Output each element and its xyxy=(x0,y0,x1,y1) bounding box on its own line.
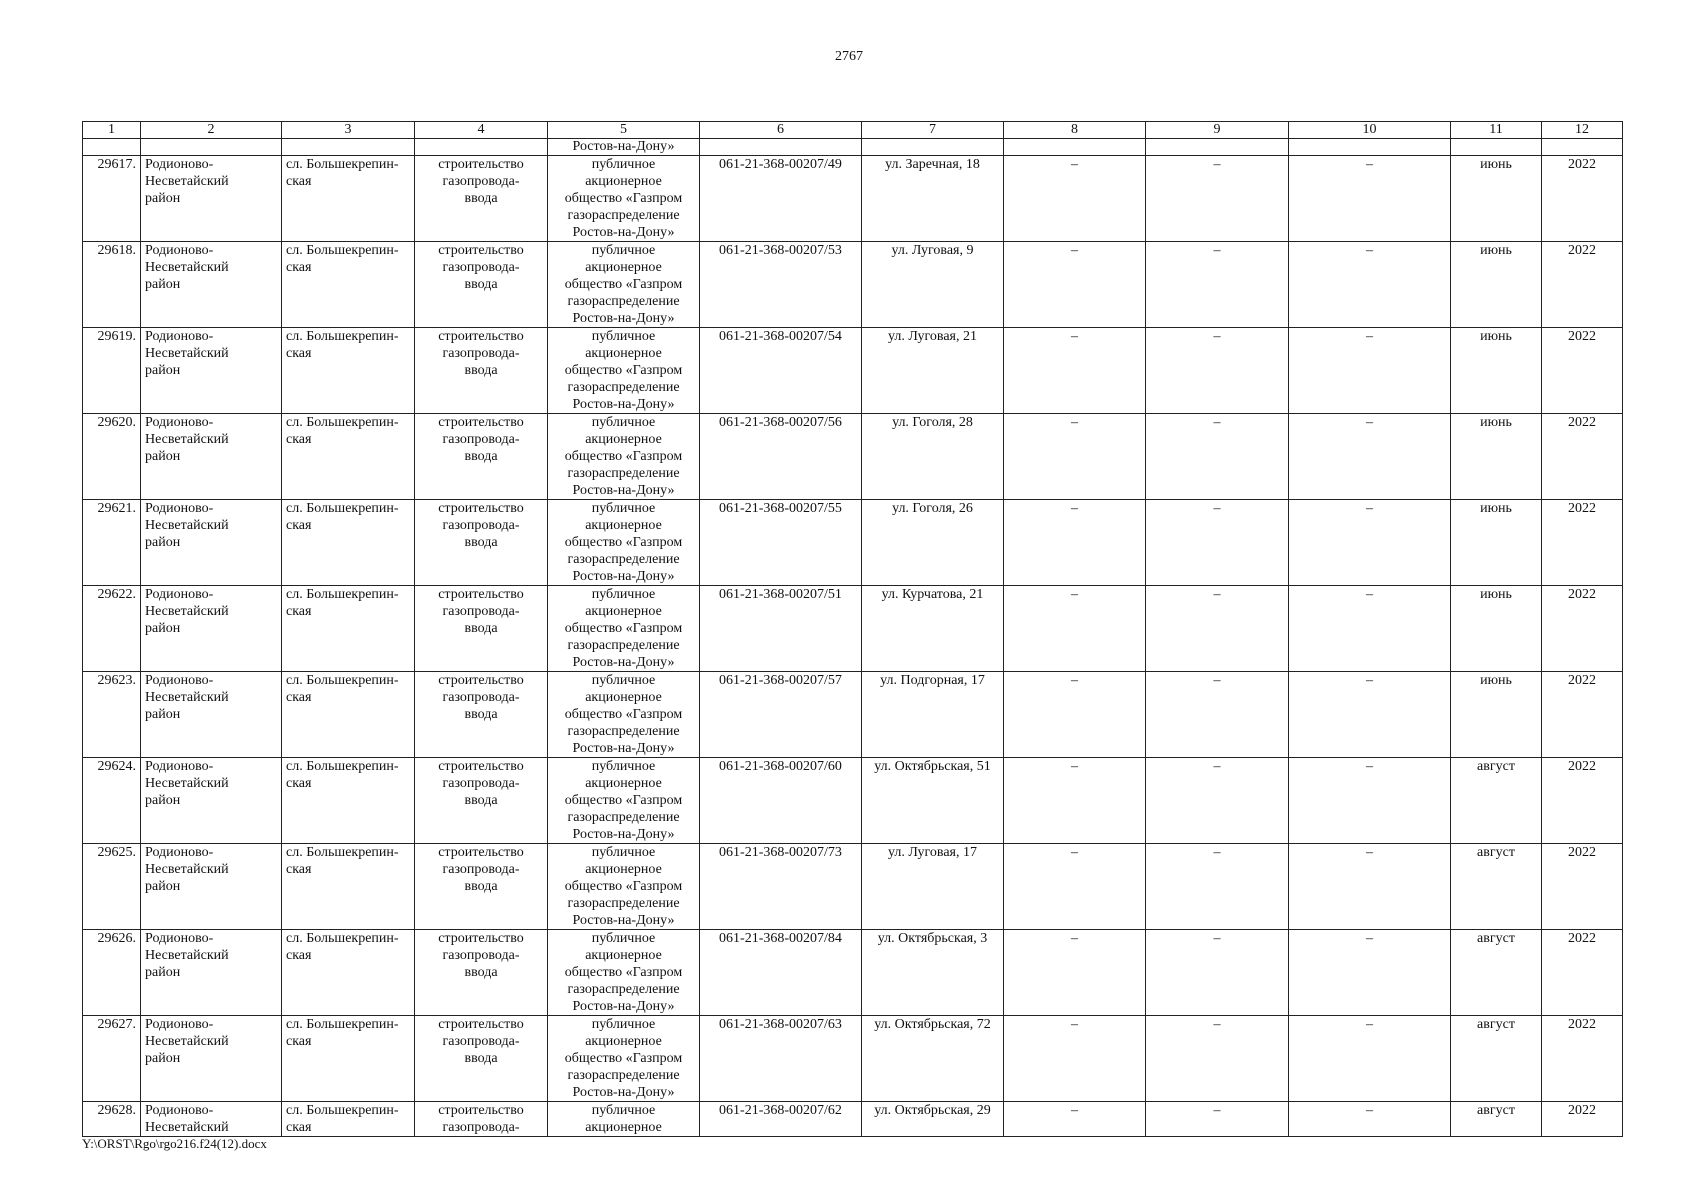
work-type-cell: строительство газопровода- ввода xyxy=(415,672,548,758)
year-cell: 2022 xyxy=(1542,328,1623,414)
col9-cell: – xyxy=(1146,1102,1289,1137)
row-number-cell: 29621. xyxy=(83,500,141,586)
registration-code-cell: 061-21-368-00207/63 xyxy=(700,1016,862,1102)
district-cell: Родионово- Несветайский район xyxy=(141,500,282,586)
address-cell: ул. Октябрьская, 3 xyxy=(862,930,1004,1016)
col10-cell: – xyxy=(1289,758,1451,844)
year-cell: 2022 xyxy=(1542,156,1623,242)
organization-cell: публичное акционерное общество «Газпром газораспределение Ростов-на-Дону» xyxy=(548,586,700,672)
district-cell: Родионово- Несветайский xyxy=(141,1102,282,1137)
page-number: 2767 xyxy=(835,49,863,64)
row-number-cell: 29617. xyxy=(83,156,141,242)
month-cell: август xyxy=(1451,930,1542,1016)
col9-cell: – xyxy=(1146,844,1289,930)
month-cell: июнь xyxy=(1451,242,1542,328)
address-cell: ул. Заречная, 18 xyxy=(862,156,1004,242)
table-row xyxy=(83,156,1623,242)
work-type-cell: строительство газопровода- ввода xyxy=(415,242,548,328)
col8-cell: – xyxy=(1004,672,1146,758)
row-number-cell: 29627. xyxy=(83,1016,141,1102)
column-header: 11 xyxy=(1451,122,1542,139)
settlement-cell: сл. Большекрепин- ская xyxy=(282,414,415,500)
table-row xyxy=(83,1016,1623,1102)
registration-code-cell: 061-21-368-00207/54 xyxy=(700,328,862,414)
col10-cell: – xyxy=(1289,672,1451,758)
column-header: 6 xyxy=(700,122,862,139)
organization-cell: публичное акционерное общество «Газпром газораспределение Ростов-на-Дону» xyxy=(548,1016,700,1102)
row-number-cell: 29619. xyxy=(83,328,141,414)
row-number-cell: 29622. xyxy=(83,586,141,672)
col9-cell: – xyxy=(1146,758,1289,844)
settlement-cell: сл. Большекрепин- ская xyxy=(282,672,415,758)
month-cell: август xyxy=(1451,844,1542,930)
settlement-cell: сл. Большекрепин- ская xyxy=(282,156,415,242)
col10-cell: – xyxy=(1289,1016,1451,1102)
registration-code-cell: 061-21-368-00207/55 xyxy=(700,500,862,586)
settlement-cell: сл. Большекрепин- ская xyxy=(282,328,415,414)
month-cell: июнь xyxy=(1451,586,1542,672)
work-type-cell: строительство газопровода- ввода xyxy=(415,930,548,1016)
month-cell: июнь xyxy=(1451,414,1542,500)
col9-cell: – xyxy=(1146,586,1289,672)
registration-code-cell: 061-21-368-00207/73 xyxy=(700,844,862,930)
col9-cell: – xyxy=(1146,672,1289,758)
organization-cell: публичное акционерное общество «Газпром газораспределение Ростов-на-Дону» xyxy=(548,758,700,844)
address-cell: ул. Октябрьская, 51 xyxy=(862,758,1004,844)
column-header: 9 xyxy=(1146,122,1289,139)
address-cell: ул. Октябрьская, 72 xyxy=(862,1016,1004,1102)
organization-cell: публичное акционерное общество «Газпром газораспределение Ростов-на-Дону» xyxy=(548,414,700,500)
col8-cell: – xyxy=(1004,328,1146,414)
col9-cell: – xyxy=(1146,930,1289,1016)
col8-cell: – xyxy=(1004,758,1146,844)
month-cell: август xyxy=(1451,1102,1542,1137)
col10-cell: – xyxy=(1289,242,1451,328)
table-row xyxy=(83,844,1623,930)
work-type-cell: строительство газопровода- ввода xyxy=(415,328,548,414)
address-cell: ул. Луговая, 21 xyxy=(862,328,1004,414)
year-cell: 2022 xyxy=(1542,672,1623,758)
table-row xyxy=(83,672,1623,758)
organization-cell: публичное акционерное общество «Газпром газораспределение Ростов-на-Дону» xyxy=(548,156,700,242)
row-number-cell: 29625. xyxy=(83,844,141,930)
column-header: 5 xyxy=(548,122,700,139)
work-type-cell: строительство газопровода- ввода xyxy=(415,414,548,500)
district-cell: Родионово- Несветайский район xyxy=(141,930,282,1016)
year-cell: 2022 xyxy=(1542,844,1623,930)
column-header: 8 xyxy=(1004,122,1146,139)
registration-code-cell: 061-21-368-00207/56 xyxy=(700,414,862,500)
settlement-cell: сл. Большекрепин- ская xyxy=(282,586,415,672)
year-cell: 2022 xyxy=(1542,930,1623,1016)
year-cell: 2022 xyxy=(1542,500,1623,586)
work-type-cell: строительство газопровода- ввода xyxy=(415,844,548,930)
column-header: 12 xyxy=(1542,122,1623,139)
column-header: 7 xyxy=(862,122,1004,139)
district-cell: Родионово- Несветайский район xyxy=(141,156,282,242)
month-cell: август xyxy=(1451,1016,1542,1102)
table-row xyxy=(83,586,1623,672)
table-row xyxy=(83,500,1623,586)
table-row xyxy=(83,328,1623,414)
col10-cell: – xyxy=(1289,500,1451,586)
district-cell: Родионово- Несветайский район xyxy=(141,242,282,328)
row-number-cell: 29624. xyxy=(83,758,141,844)
work-type-cell: строительство газопровода- ввода xyxy=(415,586,548,672)
registration-code-cell: 061-21-368-00207/60 xyxy=(700,758,862,844)
address-cell: ул. Гоголя, 28 xyxy=(862,414,1004,500)
col8-cell: – xyxy=(1004,930,1146,1016)
column-header: 2 xyxy=(141,122,282,139)
district-cell: Родионово- Несветайский район xyxy=(141,1016,282,1102)
address-cell: ул. Гоголя, 26 xyxy=(862,500,1004,586)
district-cell: Родионово- Несветайский район xyxy=(141,844,282,930)
district-cell: Родионово- Несветайский район xyxy=(141,672,282,758)
col8-cell: – xyxy=(1004,1102,1146,1137)
month-cell: июнь xyxy=(1451,500,1542,586)
column-number-row xyxy=(83,122,1623,139)
col8-cell: – xyxy=(1004,1016,1146,1102)
col10-cell: – xyxy=(1289,1102,1451,1137)
organization-cell: публичное акционерное xyxy=(548,1102,700,1137)
registration-code-cell: 061-21-368-00207/49 xyxy=(700,156,862,242)
registration-code-cell: 061-21-368-00207/51 xyxy=(700,586,862,672)
continuation-row xyxy=(83,139,1623,156)
month-cell: июнь xyxy=(1451,672,1542,758)
column-header: 1 xyxy=(83,122,141,139)
col9-cell: – xyxy=(1146,1016,1289,1102)
address-cell: ул. Луговая, 17 xyxy=(862,844,1004,930)
table-row xyxy=(83,1102,1623,1137)
col8-cell: – xyxy=(1004,414,1146,500)
year-cell: 2022 xyxy=(1542,1102,1623,1137)
month-cell: июнь xyxy=(1451,328,1542,414)
row-number-cell: 29618. xyxy=(83,242,141,328)
settlement-cell: сл. Большекрепин- ская xyxy=(282,758,415,844)
organization-cell: публичное акционерное общество «Газпром газораспределение Ростов-на-Дону» xyxy=(548,672,700,758)
col10-cell: – xyxy=(1289,156,1451,242)
settlement-cell: сл. Большекрепин- ская xyxy=(282,1102,415,1137)
registry-table xyxy=(82,121,1623,1137)
organization-cell: публичное акционерное общество «Газпром газораспределение Ростов-на-Дону» xyxy=(548,844,700,930)
column-header: 10 xyxy=(1289,122,1451,139)
col8-cell: – xyxy=(1004,500,1146,586)
col9-cell: – xyxy=(1146,328,1289,414)
settlement-cell: сл. Большекрепин- ская xyxy=(282,1016,415,1102)
col8-cell: – xyxy=(1004,586,1146,672)
district-cell: Родионово- Несветайский район xyxy=(141,758,282,844)
continuation-org-cell: Ростов-на-Дону» xyxy=(548,139,700,156)
row-number-cell: 29620. xyxy=(83,414,141,500)
col8-cell: – xyxy=(1004,242,1146,328)
row-number-cell: 29623. xyxy=(83,672,141,758)
organization-cell: публичное акционерное общество «Газпром газораспределение Ростов-на-Дону» xyxy=(548,500,700,586)
work-type-cell: строительство газопровода- ввода xyxy=(415,500,548,586)
work-type-cell: строительство газопровода- ввода xyxy=(415,1016,548,1102)
settlement-cell: сл. Большекрепин- ская xyxy=(282,500,415,586)
district-cell: Родионово- Несветайский район xyxy=(141,586,282,672)
month-cell: июнь xyxy=(1451,156,1542,242)
month-cell: август xyxy=(1451,758,1542,844)
col8-cell: – xyxy=(1004,844,1146,930)
settlement-cell: сл. Большекрепин- ская xyxy=(282,844,415,930)
year-cell: 2022 xyxy=(1542,586,1623,672)
table-row xyxy=(83,242,1623,328)
col9-cell: – xyxy=(1146,414,1289,500)
footer-file-path: Y:\ORST\Rgo\rgo216.f24(12).docx xyxy=(82,1136,267,1151)
organization-cell: публичное акционерное общество «Газпром газораспределение Ростов-на-Дону» xyxy=(548,930,700,1016)
col9-cell: – xyxy=(1146,242,1289,328)
table-row xyxy=(83,758,1623,844)
col10-cell: – xyxy=(1289,844,1451,930)
column-header: 4 xyxy=(415,122,548,139)
work-type-cell: строительство газопровода- xyxy=(415,1102,548,1137)
work-type-cell: строительство газопровода- ввода xyxy=(415,156,548,242)
work-type-cell: строительство газопровода- ввода xyxy=(415,758,548,844)
registration-code-cell: 061-21-368-00207/53 xyxy=(700,242,862,328)
year-cell: 2022 xyxy=(1542,1016,1623,1102)
table-row xyxy=(83,414,1623,500)
year-cell: 2022 xyxy=(1542,414,1623,500)
col9-cell: – xyxy=(1146,500,1289,586)
col9-cell: – xyxy=(1146,156,1289,242)
col10-cell: – xyxy=(1289,414,1451,500)
table-row xyxy=(83,930,1623,1016)
registration-code-cell: 061-21-368-00207/84 xyxy=(700,930,862,1016)
organization-cell: публичное акционерное общество «Газпром газораспределение Ростов-на-Дону» xyxy=(548,242,700,328)
column-header: 3 xyxy=(282,122,415,139)
settlement-cell: сл. Большекрепин- ская xyxy=(282,242,415,328)
district-cell: Родионово- Несветайский район xyxy=(141,414,282,500)
row-number-cell: 29628. xyxy=(83,1102,141,1137)
col10-cell: – xyxy=(1289,328,1451,414)
col10-cell: – xyxy=(1289,586,1451,672)
year-cell: 2022 xyxy=(1542,242,1623,328)
row-number-cell: 29626. xyxy=(83,930,141,1016)
col10-cell: – xyxy=(1289,930,1451,1016)
organization-cell: публичное акционерное общество «Газпром газораспределение Ростов-на-Дону» xyxy=(548,328,700,414)
address-cell: ул. Луговая, 9 xyxy=(862,242,1004,328)
registration-code-cell: 061-21-368-00207/57 xyxy=(700,672,862,758)
district-cell: Родионово- Несветайский район xyxy=(141,328,282,414)
registration-code-cell: 061-21-368-00207/62 xyxy=(700,1102,862,1137)
address-cell: ул. Курчатова, 21 xyxy=(862,586,1004,672)
settlement-cell: сл. Большекрепин- ская xyxy=(282,930,415,1016)
col8-cell: – xyxy=(1004,156,1146,242)
year-cell: 2022 xyxy=(1542,758,1623,844)
address-cell: ул. Октябрьская, 29 xyxy=(862,1102,1004,1137)
address-cell: ул. Подгорная, 17 xyxy=(862,672,1004,758)
